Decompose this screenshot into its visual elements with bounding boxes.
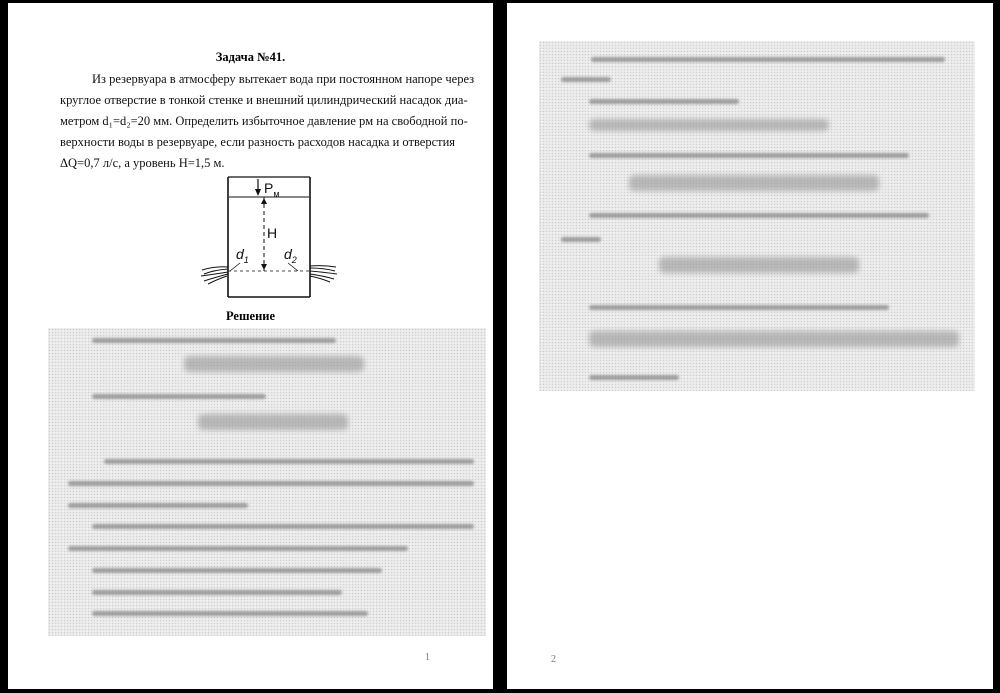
problem-line: круглое отверстие в тонкой стенке и внешний цилиндрический насадок диа- bbox=[60, 93, 468, 107]
d1-label: $d_1$ bbox=[236, 246, 249, 265]
blurred-solution-preview bbox=[539, 41, 975, 391]
orifice-jet bbox=[201, 267, 228, 284]
pressure-arrow-head bbox=[255, 189, 261, 196]
blurred-solution-preview bbox=[48, 328, 486, 636]
problem-line: ΔQ=0,7 л/с, а уровень H=1,5 м. bbox=[60, 156, 225, 170]
problem-line: верхности воды в резервуаре, если разность расходов насадка и отверстия bbox=[60, 135, 456, 149]
document-page-1 bbox=[8, 3, 493, 689]
d2-label: $d_2$ bbox=[284, 246, 297, 265]
page-number: 2 bbox=[551, 654, 556, 665]
height-arrow-up bbox=[261, 198, 267, 204]
problem-line: метром d₁=d₂=20 мм. Определить избыточное давление pм на свободной по- bbox=[60, 114, 468, 128]
height-label: H bbox=[267, 225, 278, 241]
problem-title: Задача №41. bbox=[215, 50, 286, 64]
pressure-label: $P_м$ bbox=[264, 180, 280, 199]
problem-statement bbox=[60, 69, 475, 174]
page-number: 1 bbox=[425, 652, 430, 663]
height-arrow-down bbox=[261, 264, 267, 270]
reservoir-diagram bbox=[198, 175, 338, 303]
problem-line: Из резервуара в атмосферу вытекает вода при постоянном напоре через bbox=[92, 72, 475, 86]
document-page-2 bbox=[507, 3, 993, 689]
nozzle-jet bbox=[310, 266, 337, 282]
solution-heading: Решение bbox=[225, 309, 276, 323]
